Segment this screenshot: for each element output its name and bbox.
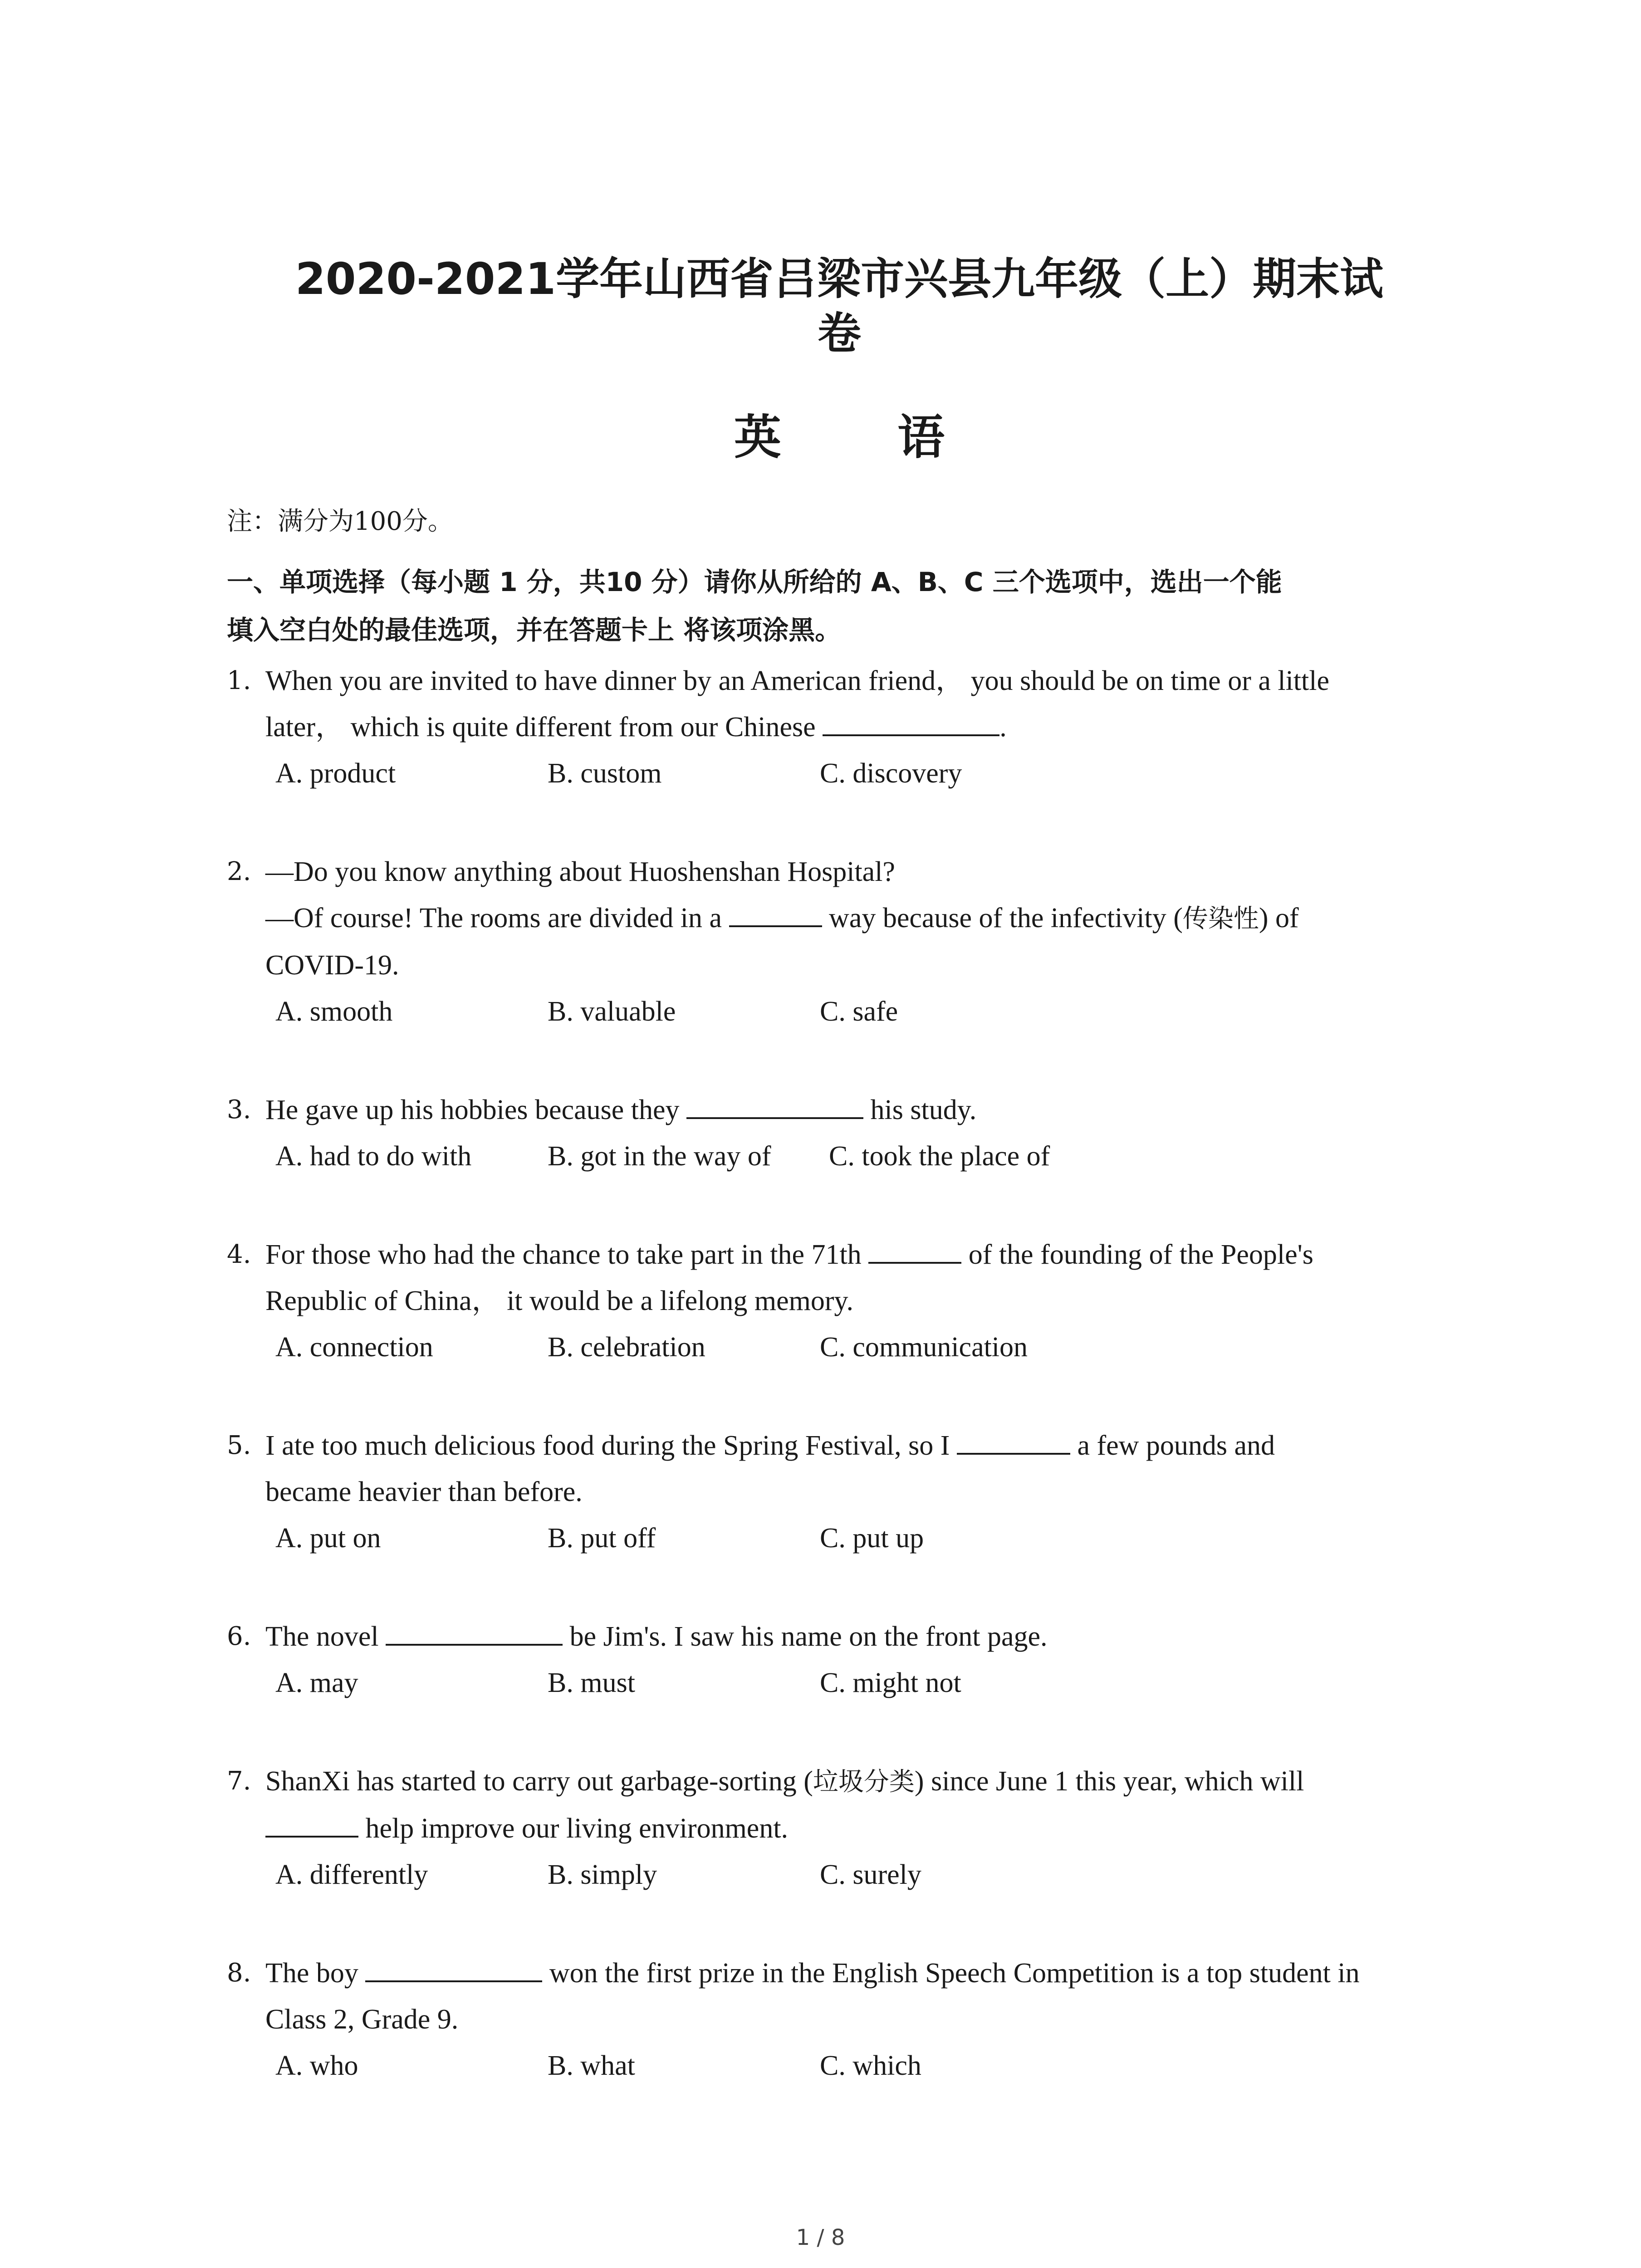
stem-line [265, 1232, 1461, 1278]
section-1-heading-line2: 填入空白处的最佳选项，并在答题卡上 将该项涂黑。 [227, 615, 842, 645]
question-1 [227, 658, 1461, 797]
stem-text: way because of the infectivity ( [822, 903, 1183, 934]
option-c[interactable]: C. safe [820, 996, 898, 1027]
stem-text: The novel [265, 1621, 386, 1652]
score-note: 注：满分为100分。 [227, 507, 453, 536]
question-number: 5. [227, 1431, 251, 1460]
question-number: 3. [227, 1095, 251, 1124]
section-1-heading [227, 558, 1474, 654]
question-number: 2. [227, 857, 251, 886]
stem-text: For those who had the chance to take part in the 71th [265, 1239, 869, 1270]
question-stem [265, 1087, 1461, 1133]
section-1-heading-line1: 一、单项选择（每小题 1 分，共10 分）请你从所给的 A、B、C 三个选项中，选出一个能 [227, 567, 1282, 597]
answer-blank [365, 1953, 542, 1982]
question-stem [265, 1232, 1461, 1324]
stem-text: . [999, 712, 1007, 743]
answer-options [265, 988, 1461, 1035]
question-number: 6. [227, 1622, 251, 1651]
stem-line [265, 1613, 1461, 1660]
stem-line: When you are invited to have dinner by an American friend， you should be on time or a little [265, 665, 1330, 696]
answer-blank [729, 898, 822, 927]
answer-options [265, 750, 1461, 797]
answer-blank [265, 1809, 358, 1838]
answer-blank [386, 1617, 563, 1646]
option-c[interactable]: C. put up [820, 1523, 924, 1554]
option-b[interactable]: B. must [548, 1667, 635, 1698]
stem-text: ) since June 1 this year, which will [914, 1766, 1304, 1797]
option-a[interactable]: A. smooth [275, 996, 393, 1027]
exam-title-line1: 2020-2021学年山西省吕梁市兴县九年级（上）期末试 [295, 254, 1384, 304]
answer-blank [686, 1090, 863, 1119]
option-a[interactable]: A. product [275, 758, 396, 789]
stem-line: Class 2, Grade 9. [265, 2004, 459, 2035]
stem-text: The boy [265, 1958, 366, 1989]
question-list [227, 658, 1461, 2141]
question-stem [265, 1950, 1461, 2043]
question-stem [265, 658, 1461, 750]
chinese-gloss: 传染性 [1182, 904, 1259, 934]
stem-text: help improve our living environment. [358, 1813, 789, 1844]
page-number: 1 / 8 [796, 2225, 845, 2250]
stem-line: Republic of China， it would be a lifelong memory. [265, 1286, 854, 1316]
answer-options [265, 1852, 1461, 1898]
option-b[interactable]: B. custom [548, 758, 662, 789]
question-number: 4. [227, 1240, 251, 1269]
chinese-gloss: 垃圾分类 [813, 1767, 915, 1797]
option-c[interactable]: C. might not [820, 1667, 961, 1698]
answer-blank [957, 1426, 1070, 1455]
answer-options [265, 1515, 1461, 1561]
stem-text: won the first prize in the English Speech Competition is a top student in [542, 1958, 1360, 1989]
answer-options [265, 1324, 1461, 1370]
question-6 [227, 1613, 1461, 1706]
option-c[interactable]: C. surely [820, 1859, 921, 1890]
question-number: 8. [227, 1958, 251, 1988]
option-c[interactable]: C. discovery [820, 758, 962, 789]
option-a[interactable]: A. may [275, 1667, 358, 1698]
question-number: 1. [227, 666, 251, 695]
stem-text: He gave up his hobbies because they [265, 1095, 687, 1125]
question-stem [265, 1422, 1461, 1515]
question-8 [227, 1950, 1461, 2089]
exam-title [227, 252, 1452, 361]
option-b[interactable]: B. simply [548, 1859, 657, 1890]
stem-line [265, 1950, 1461, 1996]
stem-text: I ate too much delicious food during the Spring Festival, so I [265, 1430, 957, 1461]
stem-line: COVID-19. [265, 950, 399, 981]
question-number: 7. [227, 1766, 251, 1796]
stem-line [265, 704, 1461, 750]
stem-line [265, 1422, 1461, 1469]
answer-blank [823, 707, 999, 736]
question-7 [227, 1758, 1461, 1898]
option-c[interactable]: C. which [820, 2050, 921, 2081]
question-stem [265, 1613, 1461, 1660]
stem-text: be Jim's. I saw his name on the front page. [563, 1621, 1048, 1652]
answer-options [265, 1133, 1461, 1179]
option-b[interactable]: B. what [548, 2050, 635, 2081]
stem-text: later， which is quite different from our Chinese [265, 712, 823, 743]
question-stem [265, 1758, 1461, 1852]
question-5 [227, 1422, 1461, 1561]
exam-title-line2: 卷 [818, 308, 861, 359]
stem-text: —Of course! The rooms are divided in a [265, 903, 729, 934]
option-b[interactable]: B. valuable [548, 996, 676, 1027]
question-3 [227, 1087, 1461, 1179]
stem-line: —Do you know anything about Huoshenshan Hospital? [265, 856, 895, 887]
option-b[interactable]: B. got in the way of [548, 1141, 771, 1172]
stem-text: of the founding of the People's [961, 1239, 1313, 1270]
stem-line [265, 895, 1461, 942]
option-b[interactable]: B. celebration [548, 1332, 705, 1363]
option-a[interactable]: A. put on [275, 1523, 381, 1554]
stem-text: his study. [863, 1095, 977, 1125]
stem-text: a few pounds and [1070, 1430, 1275, 1461]
stem-line: became heavier than before. [265, 1476, 583, 1507]
stem-line [265, 1087, 1461, 1133]
stem-text: ) of [1259, 903, 1299, 934]
question-4 [227, 1232, 1461, 1370]
option-a[interactable]: A. differently [275, 1859, 428, 1890]
subject-heading: 英 语 [734, 410, 995, 465]
answer-options [265, 2043, 1461, 2089]
question-stem [265, 849, 1461, 988]
stem-line [265, 1805, 1461, 1852]
option-b[interactable]: B. put off [548, 1523, 656, 1554]
option-c[interactable]: C. took the place of [829, 1141, 1050, 1172]
question-2 [227, 849, 1461, 1035]
answer-blank [868, 1235, 961, 1264]
option-a[interactable]: A. had to do with [275, 1141, 472, 1172]
stem-line [265, 1758, 1461, 1805]
answer-options [265, 1660, 1461, 1706]
stem-text: ShanXi has started to carry out garbage-sorting ( [265, 1766, 813, 1797]
option-c[interactable]: C. communication [820, 1332, 1028, 1363]
option-a[interactable]: A. connection [275, 1332, 433, 1363]
option-a[interactable]: A. who [275, 2050, 358, 2081]
